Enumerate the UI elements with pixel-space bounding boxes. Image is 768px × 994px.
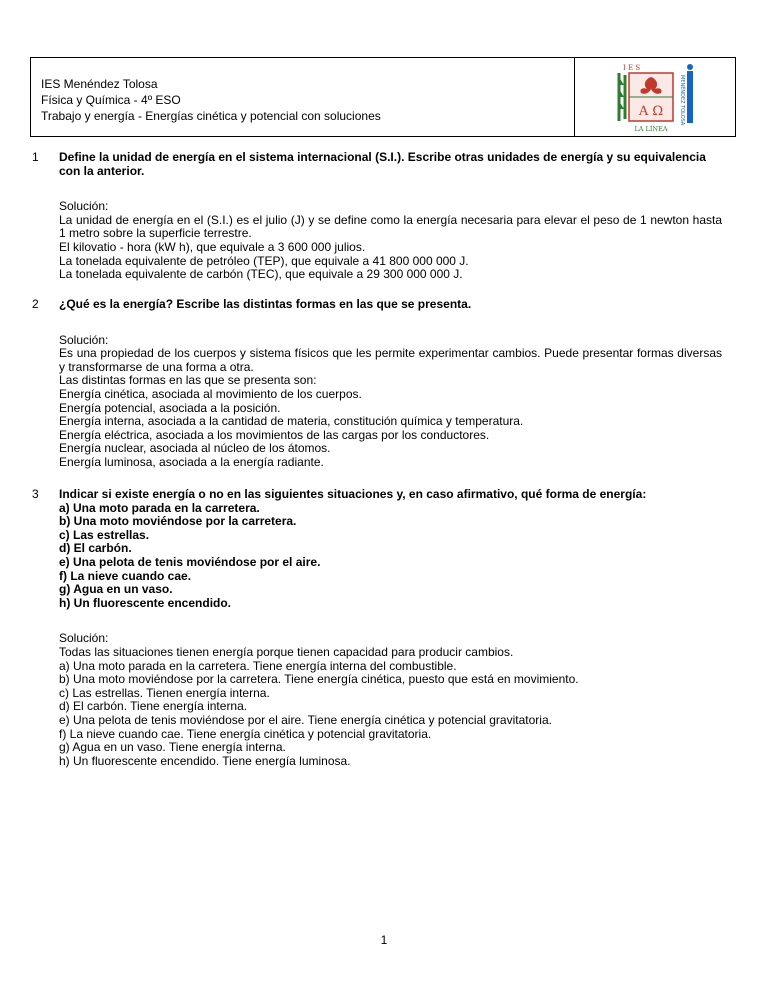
question-title: Define la unidad de energía en el sistema internacional (S.I.). Escribe otras unidades de energía y su equivalencia con la anterior. (59, 150, 706, 178)
solution-line: El kilovatio - hora (kW h), que equivale a 3 600 000 julios. (59, 239, 366, 254)
solution-line: c) Las estrellas. Tienen energía interna. (59, 685, 270, 700)
school-logo (615, 61, 695, 133)
question-title-line: d) El carbón. (59, 541, 132, 556)
solution-label: Solución: (59, 631, 109, 646)
question-3 (32, 488, 722, 768)
logo-top-text: I E S (623, 64, 641, 72)
header-text-cell (31, 58, 575, 136)
question-title-line: b) Una moto moviéndose por la carretera. (59, 514, 297, 529)
solution-line: Energía interna, asociada a la cantidad de materia, constitución química y temperatura. (59, 414, 524, 429)
subject-name: Física y Química - 4º ESO (41, 93, 181, 107)
question-number: 3 (32, 487, 39, 501)
logo-letters: A Ω (638, 104, 664, 119)
school-name: IES Menéndez Tolosa (41, 77, 158, 91)
question-title: ¿Qué es la energía? Escribe las distintas formas en las que se presenta. (59, 297, 472, 311)
logo-side-text: MENÉNDEZ TOLOSA (679, 75, 685, 126)
page-number: 1 (380, 933, 388, 947)
solution-line: Las distintas formas en las que se presenta son: (59, 373, 317, 388)
question-number: 2 (32, 297, 39, 311)
solution-line: Todas las situaciones tienen energía porque tienen capacidad para producir cambios. (59, 644, 514, 659)
solution-block (59, 334, 722, 470)
solution-line: a) Una moto parada en la carretera. Tiene energía interna del combustible. (59, 658, 457, 673)
solution-line: Energía potencial, asociada a la posición. (59, 400, 281, 415)
solution-line: La tonelada equivalente de petróleo (TEP), que equivale a 41 800 000 000 J. (59, 253, 469, 268)
solution-line: Energía cinética, asociada al movimiento de los cuerpos. (59, 386, 362, 401)
question-1 (32, 151, 722, 282)
question-title-line: Indicar si existe energía o no en las siguientes situaciones y, en caso afirmativo, qué forma de energía: (59, 487, 647, 501)
question-title-line: h) Un fluorescente encendido. (59, 595, 232, 610)
question-title-line: e) Una pelota de tenis moviéndose por el aire. (59, 554, 321, 569)
document-header (30, 57, 736, 137)
solution-line: La tonelada equivalente de carbón (TEC), que equivale a 29 300 000 000 J. (59, 267, 463, 282)
solution-line: Energía luminosa, asociada a la energía radiante. (59, 454, 324, 469)
logo-bottom-text: LA LÍNEA (634, 125, 668, 133)
question-number: 1 (32, 150, 39, 164)
solution-label: Solución: (59, 199, 109, 214)
header-logo-cell (575, 58, 735, 136)
solution-line: La unidad de energía en el (S.I.) es el julio (J) y se define como la energía necesaria para elevar el peso de 1 newton hasta 1 metro sobre la superficie terrestre. (59, 212, 722, 241)
question-title-line: g) Agua en un vaso. (59, 582, 173, 597)
solution-block (59, 200, 722, 282)
solution-label: Solución: (59, 332, 109, 347)
solution-line: Energía eléctrica, asociada a los movimientos de las cargas por los conductores. (59, 427, 490, 442)
question-title-line: f) La nieve cuando cae. (59, 568, 192, 583)
solution-line: e) Una pelota de tenis moviéndose por el aire. Tiene energía cinética y potencial gravitatoria. (59, 712, 552, 727)
solution-line: g) Agua en un vaso. Tiene energía interna. (59, 740, 286, 755)
solution-line: Energía nuclear, asociada al núcleo de los átomos. (59, 441, 331, 456)
solution-line: f) La nieve cuando cae. Tiene energía cinética y potencial gravitatoria. (59, 726, 432, 741)
question-2 (32, 298, 722, 470)
question-title-line: c) Las estrellas. (59, 527, 150, 542)
question-title-line: a) Una moto parada en la carretera. (59, 500, 260, 515)
topic-title: Trabajo y energía - Energías cinética y potencial con soluciones (41, 109, 381, 123)
solution-block (59, 632, 722, 768)
solution-line: b) Una moto moviéndose por la carretera. Tiene energía cinética, puesto que está en movimiento. (59, 672, 579, 687)
solution-line: h) Un fluorescente encendido. Tiene energía luminosa. (59, 753, 351, 768)
solution-line: d) El carbón. Tiene energía interna. (59, 699, 248, 714)
solution-line: Es una propiedad de los cuerpos y sistema físicos que les permite experimentar cambios. Puede presentar formas diversas y transformarse de una forma a otra. (59, 346, 722, 374)
question-title (59, 488, 722, 610)
